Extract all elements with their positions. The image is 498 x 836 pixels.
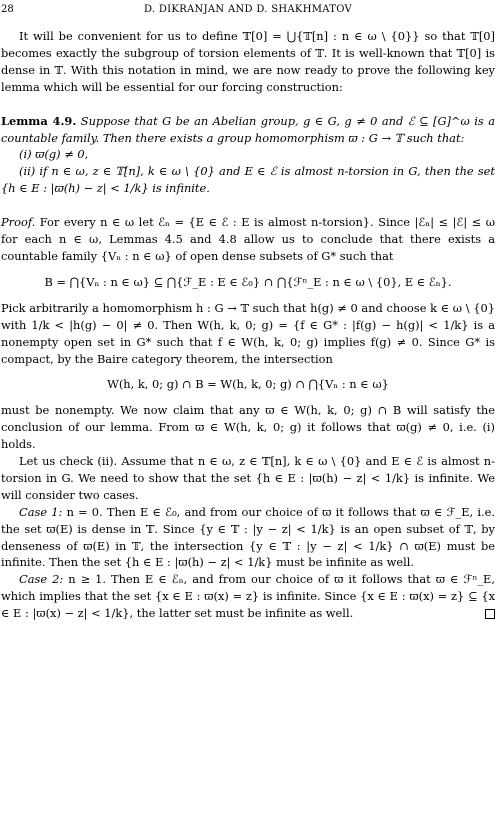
qed-square-icon (485, 609, 495, 619)
running-header (1, 4, 495, 18)
display-equation-1: B = ⋂{Vₙ : n ∈ ω} ⊆ ⋂{ℱ_E : E ∈ ℰ₀} ∩ ⋂{ℱⁿ_E : n ∈ ω \ {0}, E ∈ ℰₙ}. (44, 274, 452, 289)
proof-paragraph-4: Let us check (ii). Assume that n ∈ ω, z ∈ 𝕋[n], k ∈ ω \ {0} and E ∈ ℰ is almost n-torsion in G. We need to show that the set {h ∈ E : |ϖ(h) − z| < 1/k} is infinite. We will consider two cases. (1, 454, 495, 502)
case-2-text: n ≥ 1. Then E ∈ ℰₙ, and from our choice of ϖ it follows that ϖ ∈ ℱⁿ_E, which implies that the set {x ∈ E : ϖ(x) = z} is infinite. Since {x ∈ E : ϖ(x) = z} ⊆ {x ∈ E : |ϖ(x) − z| < 1/k}, the latter set must be infinite as well. (1, 572, 495, 621)
case-1-paragraph (1, 504, 495, 572)
proof-text-1: For every n ∈ ω let ℰₙ = {E ∈ ℰ : E is almost n-torsion}. Since |ℰₙ| ≤ |ℰ| ≤ ω for each n ∈ ω, Lemmas 4.5 and 4.8 allow us to conclude that there exists a countable family {Vₙ : n ∈ ω} of open dense subsets of G* such that (1, 215, 495, 263)
proof-label: Proof. (1, 215, 36, 230)
lemma-item-i: (i) ϖ(g) ≠ 0, (19, 147, 89, 162)
running-title: D. DIKRANJAN AND D. SHAKHMATOV (143, 4, 353, 15)
lemma-text: Suppose that G be an Abelian group, g ∈ G, g ≠ 0 and ℰ ⊆ [G]^ω is a countable family. Then there exists a group homomorphism ϖ : G → 𝕋 such that: (1, 113, 495, 145)
case-2-label: Case 2: (19, 572, 64, 587)
lemma-statement (1, 113, 495, 147)
display-equation-2: W(h, k, 0; g) ∩ B = W(h, k, 0; g) ∩ ⋂{Vₙ : n ∈ ω} (107, 377, 389, 392)
intro-paragraph: It will be convenient for us to define 𝕋[0] = ⋃{𝕋[n] : n ∈ ω \ {0}} so that 𝕋[0] becomes exactly the subgroup of torsion elements of 𝕋. It is well-known that 𝕋[0] is dense in 𝕋. With this notation in mind, we are now ready to prove the following key lemma which will be essential for our forcing construction: (1, 29, 495, 94)
lemma-item-ii: (ii) if n ∈ ω, z ∈ 𝕋[n], k ∈ ω \ {0} and E ∈ ℰ is almost n-torsion in G, then the set {h ∈ E : |ϖ(h) − z| < 1/k} is infinite. (1, 164, 495, 196)
case-1-text: n = 0. Then E ∈ ℰ₀, and from our choice of ϖ it follows that ϖ ∈ ℱ_E, i.e. the set ϖ(E) is dense in 𝕋. Since {y ∈ 𝕋 : |y − z| < 1/k} is an open subset of 𝕋, by denseness of ϖ(E) in 𝕋, the intersection {y ∈ 𝕋 : |y − z| < 1/k} ∩ ϖ(E) must be infinite. Then the set {h ∈ E : |ϖ(h) − z| < 1/k} must be infinite as well. (1, 504, 495, 570)
proof-paragraph-1 (1, 214, 495, 265)
page-number: 28 (1, 4, 14, 15)
case-2-paragraph (1, 571, 495, 622)
proof-paragraph-2: Pick arbitrarily a homomorphism h : G → 𝕋 such that h(g) ≠ 0 and choose k ∈ ω \ {0} with 1/k < |h(g) − 0| ≠ 0. Then W(h, k, 0; g) = {f ∈ G* : |f(g) − h(g)| < 1/k} is a nonempty open set in G* such that f ∈ W(h, k, 0; g) implies f(g) ≠ 0. Since G* is compact, by the Baire category theorem, the intersection (1, 300, 495, 366)
proof-paragraph-3: must be nonempty. We now claim that any ϖ ∈ W(h, k, 0; g) ∩ B will satisfy the conclusion of our lemma. From ϖ ∈ W(h, k, 0; g) it follows that ϖ(g) ≠ 0, i.e. (i) holds. (1, 403, 495, 452)
lemma-label: Lemma 4.9. (1, 113, 77, 128)
page-body (1, 28, 495, 622)
case-1-label: Case 1: (19, 504, 63, 519)
